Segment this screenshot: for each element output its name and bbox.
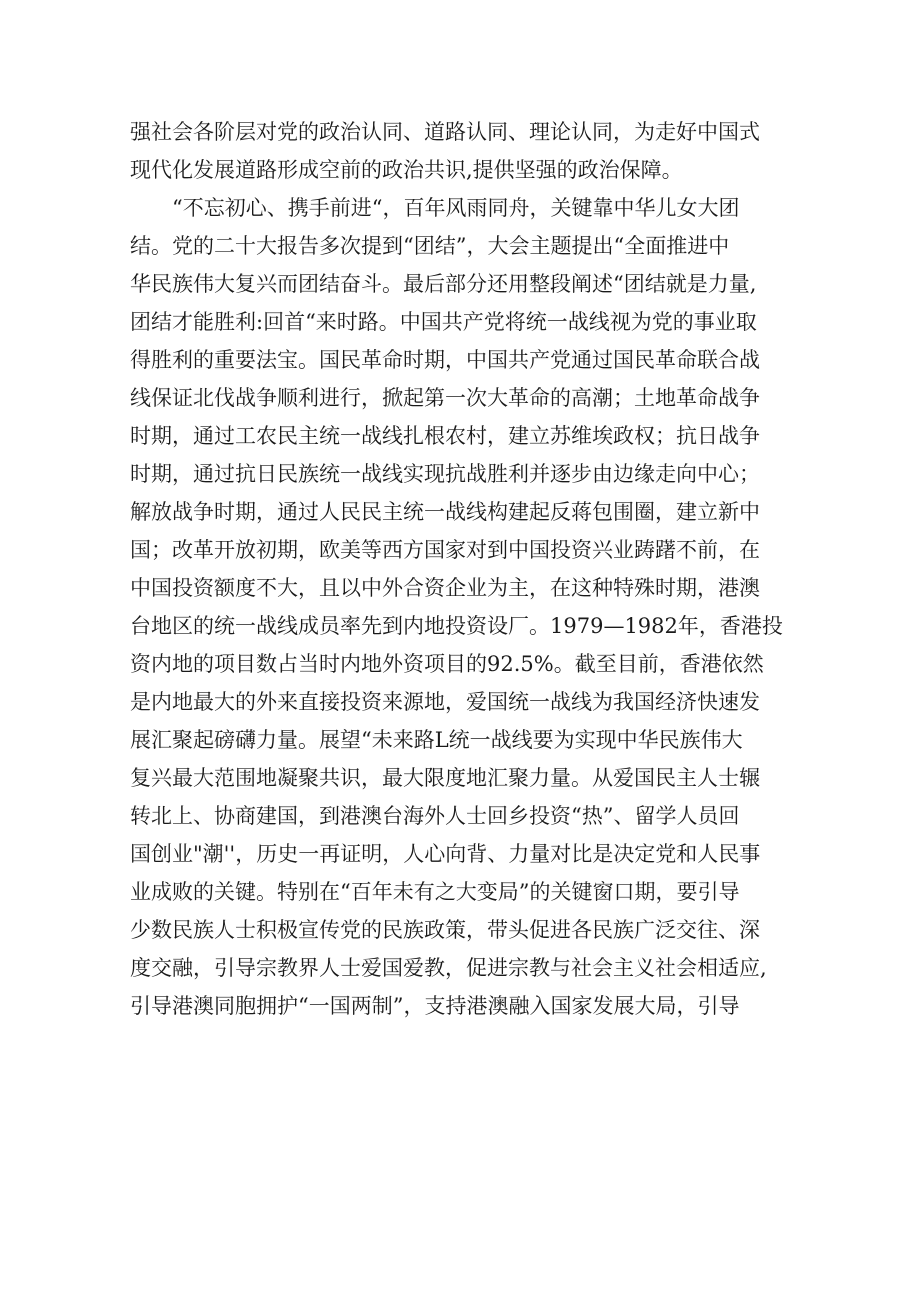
text-line: 转北上、协商建国，到港澳台海外人士回乡投资“热”、留学人员回 [130, 804, 740, 828]
text-line: 华民族伟大复兴而团结奋斗。最后部分还用整段阐述“团结就是力量, [130, 272, 757, 296]
text-line: 度交融，引导宗教界人士爱国爱教，促进宗教与社会主义社会相适应, [130, 956, 767, 980]
text-line: 得胜利的重要法宝。国民革命时期，中国共产党通过国民革命联合战 [130, 348, 760, 372]
paragraph-start-line: “不忘初心、携手前进“，百年风雨同舟，关键靠中华儿女大团 [172, 196, 740, 220]
text-line: 是内地最大的外来直接投资来源地，爱国统一战线为我国经济快速发 [130, 690, 760, 714]
text-line: 国创业"潮''，历史一再证明，人心向背、力量对比是决定党和人民事 [130, 842, 761, 866]
text-line: 国；改革开放初期，欧美等西方国家对到中国投资兴业踌躇不前，在 [130, 538, 760, 562]
text-line: 强社会各阶层对党的政治认同、道路认同、理论认同，为走好中国式 [130, 120, 760, 144]
body-text [130, 113, 810, 1025]
text-line: 现代化发展道路形成空前的政治共识,提供坚强的政治保障。 [130, 158, 683, 182]
text-line: 解放战争时期，通过人民民主统一战线构建起反蒋包围圈，建立新中 [130, 500, 760, 524]
text-line: 时期，通过抗日民族统一战线实现抗战胜利并逐步由边缘走向中心； [130, 462, 760, 486]
text-line: 少数民族人士积极宣传党的民族政策，带头促进各民族广泛交往、深 [130, 918, 760, 942]
text-line: 时期，通过工农民主统一战线扎根农村，建立苏维埃政权；抗日战争 [130, 424, 760, 448]
text-line: 中国投资额度不大，且以中外合资企业为主，在这种特殊时期，港澳 [130, 576, 760, 600]
text-line: 复兴最大范围地凝聚共识，最大限度地汇聚力量。从爱国民主人士辗 [130, 766, 760, 790]
text-line: 引导港澳同胞拥护“一国两制”，支持港澳融入国家发展大局，引导 [130, 994, 740, 1018]
text-line: 结。党的二十大报告多次提到“团结”，大会主题提出“全面推进中 [130, 234, 730, 258]
text-line: 团结才能胜利:回首“来时路。中国共产党将统一战线视为党的事业取 [130, 310, 757, 334]
text-line: 展汇聚起磅礴力量。展望“未来路L统一战线要为实现中华民族伟大 [130, 728, 743, 752]
text-line: 线保证北伐战争顺利进行，掀起第一次大革命的高潮；土地革命战争 [130, 386, 760, 410]
text-line: 业成败的关键。特别在“百年未有之大变局”的关键窗口期，要引导 [130, 880, 740, 904]
text-line: 台地区的统一战线成员率先到内地投资设厂。1979—1982年，香港投 [130, 614, 783, 638]
text-line: 资内地的项目数占当时内地外资项目的92.5%。截至目前，香港依然 [130, 652, 764, 676]
